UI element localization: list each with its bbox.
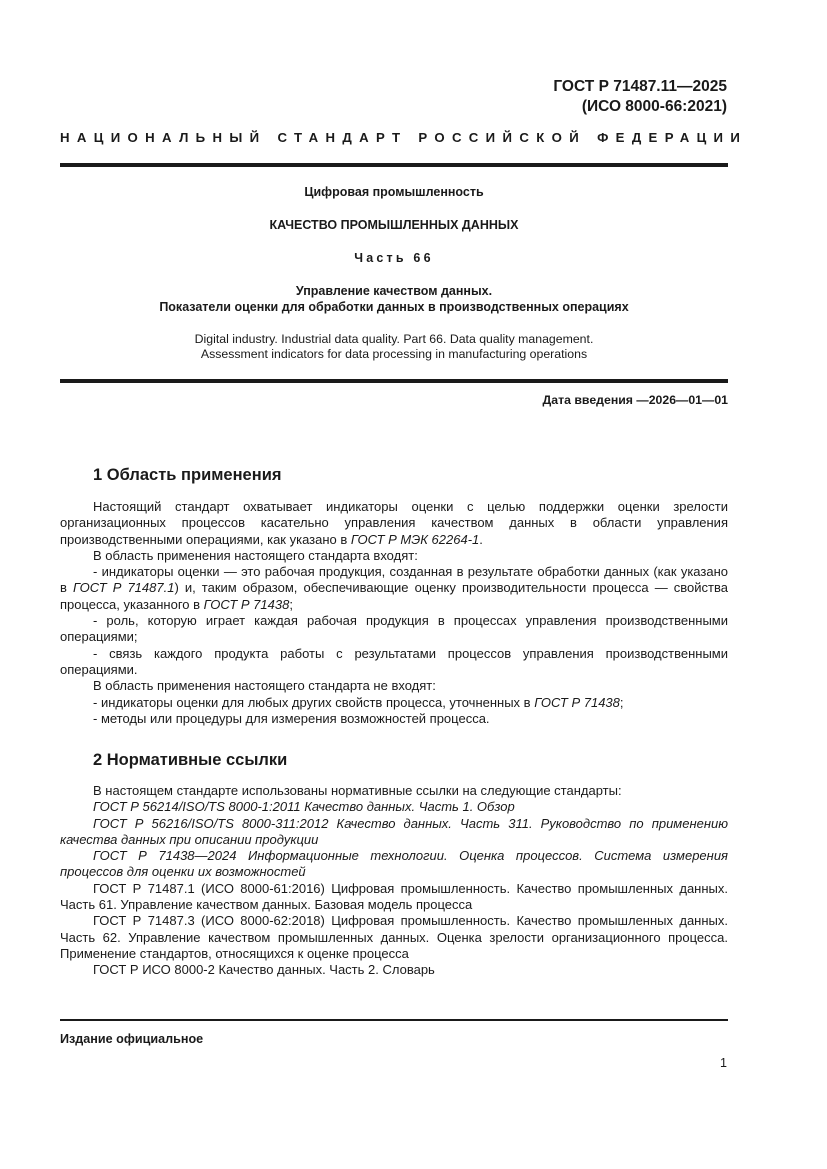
- section-scope-body: [60, 499, 728, 727]
- reference-gost-71438: ГОСТ Р 71438: [203, 596, 290, 612]
- scope-exclusion-item-1: - индикаторы оценки для любых других свойств процесса, уточненных в ГОСТ Р 71438;: [93, 694, 624, 710]
- reference-item-4: ГОСТ Р 71487.1 (ИСО 8000-61:2016) Цифровая промышленность. Качество промышленных данных. Часть 61. Управление качеством данных. Базовая модель процесса: [60, 880, 728, 913]
- title-part: Часть 66: [354, 251, 434, 265]
- page-number: 1: [719, 1056, 727, 1070]
- title-divider: [60, 379, 728, 383]
- references-intro: В настоящем стандарте использованы нормативные ссылки на следующие стандарты:: [93, 783, 622, 798]
- title-subtitle-line1: Управление качеством данных.: [295, 284, 493, 298]
- title-subtitle-line2: Показатели оценки для обработки данных в производственных операциях: [159, 300, 629, 314]
- iso-reference: (ИСО 8000-66:2021): [581, 98, 727, 115]
- reference-item-3: ГОСТ Р 71438—2024 Информационные технологии. Оценка процессов. Система измерения процессов для оценки их возможностей: [60, 848, 728, 880]
- scope-paragraph-1: Настоящий стандарт охватывает индикаторы оценки с целью поддержки оценки зрелости организационных процессов касательно управления качеством данных в области управления производственными операциями, как указано в ГОСТ Р МЭК 62264-1.: [60, 499, 728, 547]
- section-heading-scope: 1 Область применения: [93, 466, 282, 484]
- scope-list-item-2: - роль, которую играет каждая рабочая продукция в процессах управления производственными операциями;: [60, 613, 728, 645]
- scope-paragraph-2: В область применения настоящего стандарта входят:: [93, 547, 418, 563]
- scope-list-item-1: - индикаторы оценки — это рабочая продукция, созданная в результате обработки данных (как указано в ГОСТ Р 71487.1) и, таким образом, обеспечивающие оценку производительности процесса — свойства процесса, указанного в ГОСТ Р 71438;: [60, 564, 728, 612]
- footer-divider: [60, 1019, 728, 1021]
- reference-item-5: ГОСТ Р 71487.3 (ИСО 8000-62:2018) Цифровая промышленность. Качество промышленных данных. Часть 62. Управление качеством промышленных данных. Оценка зрелости организационного процесса. Применение стандартов, относящихся к оценке процесса: [60, 913, 728, 961]
- scope-paragraph-3: В область применения настоящего стандарта не входят:: [93, 678, 436, 694]
- section-heading-normative-references: 2 Нормативные ссылки: [93, 751, 288, 769]
- official-edition-label: Издание официальное: [60, 1032, 204, 1046]
- english-title-line2: Assessment indicators for data processing in manufacturing operations: [200, 347, 588, 361]
- header-divider: [60, 163, 728, 167]
- title-series: Цифровая промышленность: [304, 185, 484, 199]
- scope-list-item-3: - связь каждого продукта работы с результатами процессов управления производственными операциями.: [60, 645, 728, 677]
- reference-item-6: ГОСТ Р ИСО 8000-2 Качество данных. Часть 2. Словарь: [93, 962, 435, 978]
- title-main: КАЧЕСТВО ПРОМЫШЛЕННЫХ ДАННЫХ: [269, 218, 519, 232]
- reference-gost-62264: ГОСТ Р МЭК 62264-1: [350, 531, 480, 547]
- section-references-body: [60, 783, 728, 979]
- english-title-line1: Digital industry. Industrial data quality. Part 66. Data quality management.: [194, 332, 594, 346]
- reference-gost-71438-b: ГОСТ Р 71438: [534, 694, 620, 710]
- standard-code: ГОСТ Р 71487.11—2025: [553, 78, 727, 95]
- reference-item-1: ГОСТ Р 56214/ISO/TS 8000-1:2011 Качество данных. Часть 1. Обзор: [93, 799, 515, 815]
- reference-gost-71487-1: ГОСТ Р 71487.1: [72, 580, 175, 596]
- scope-exclusion-item-2: - методы или процедуры для измерения возможностей процесса.: [93, 710, 490, 726]
- reference-item-2: ГОСТ Р 56216/ISO/TS 8000-311:2012 Качество данных. Часть 311. Руководство по применению качества данных при описании продукции: [60, 815, 728, 847]
- national-standard-label: НАЦИОНАЛЬНЫЙ СТАНДАРТ РОССИЙСКОЙ ФЕДЕРАЦИИ: [60, 130, 748, 145]
- effective-date: Дата введения —2026—01—01: [542, 393, 728, 407]
